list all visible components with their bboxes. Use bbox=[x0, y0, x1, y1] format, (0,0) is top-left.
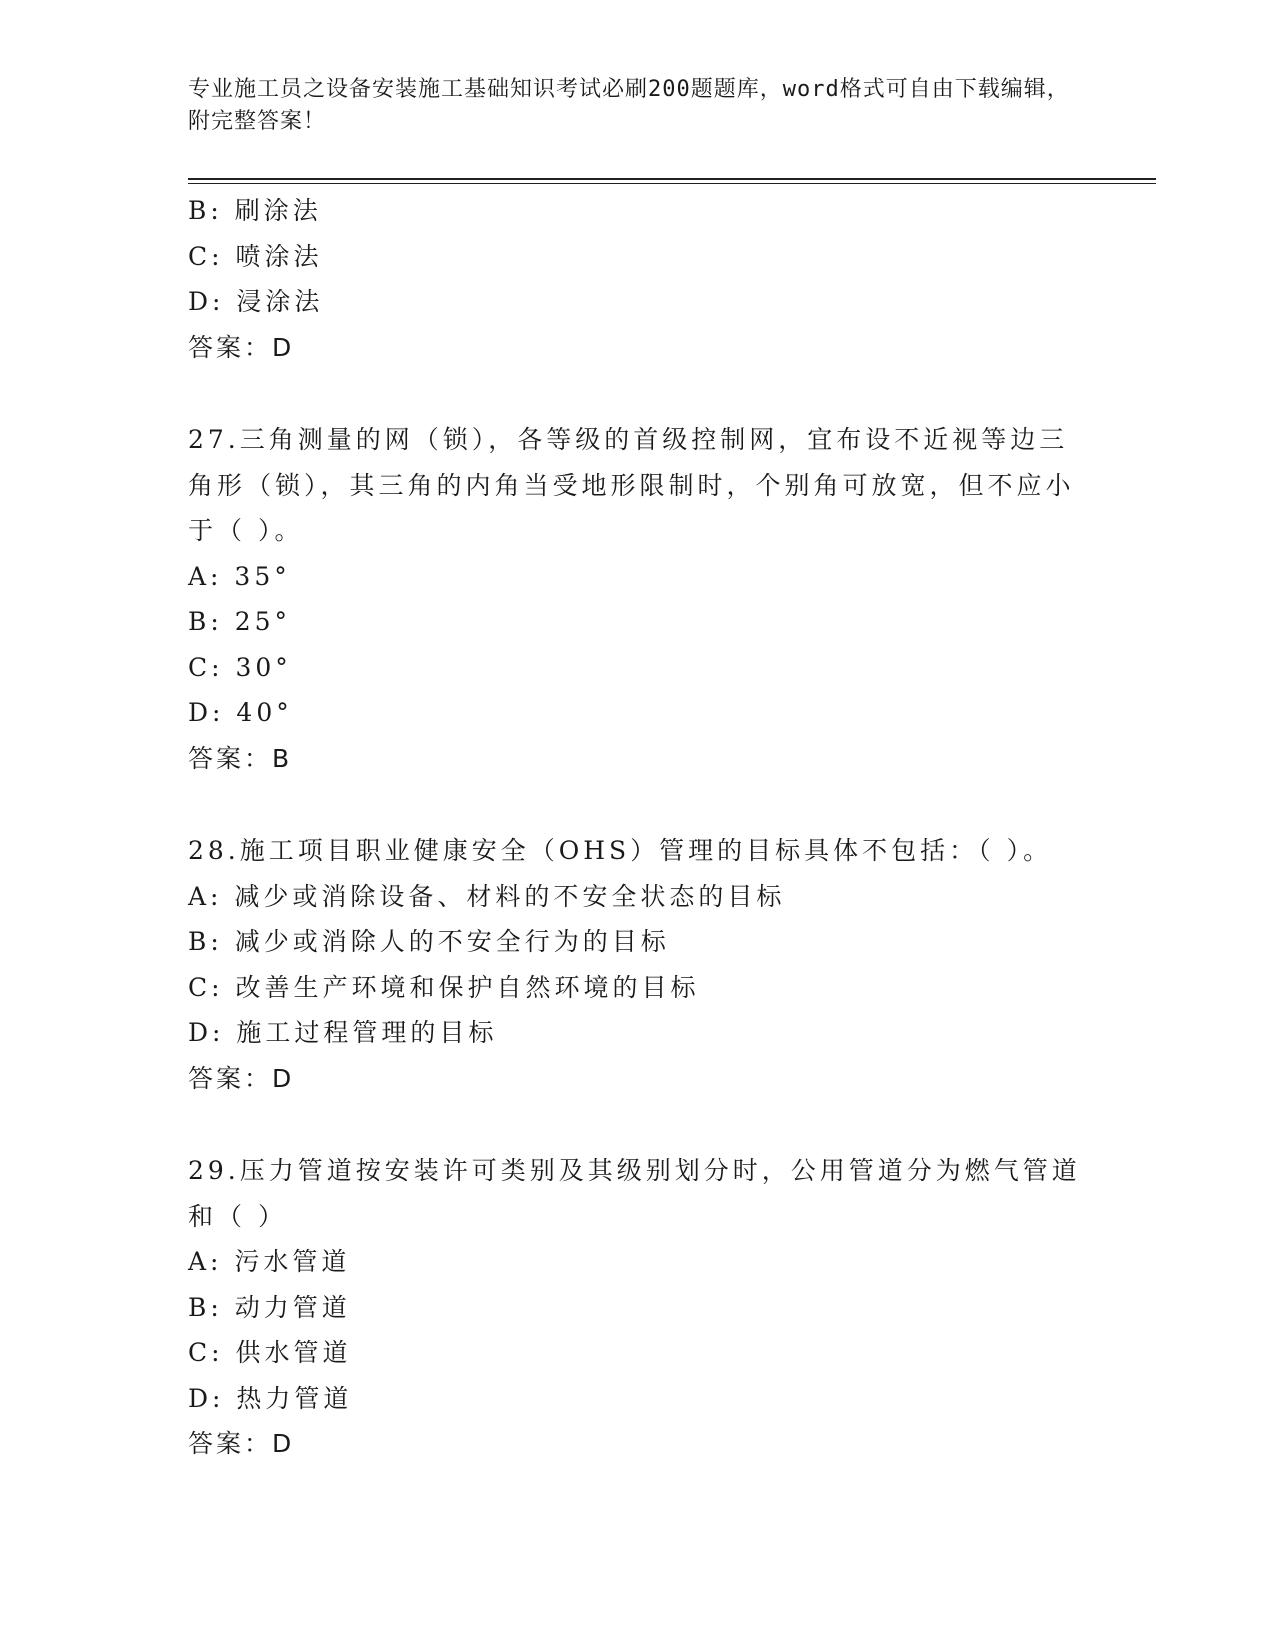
question-text: 27.三角测量的网（锁），各等级的首级控制网，宜布设不近视等边三角形（锁），其三角的内角当受地形限制时，个别角可放宽，但不应小于（ ）。 bbox=[188, 425, 1075, 545]
answer: 答案：D bbox=[188, 332, 295, 362]
document-body bbox=[188, 188, 1088, 1467]
option-c: C: 改善生产环境和保护自然环境的目标 bbox=[188, 972, 700, 1002]
question-26-remainder bbox=[188, 188, 1088, 370]
option-a: A: 污水管道 bbox=[188, 1247, 351, 1276]
option-d: D: 施工过程管理的目标 bbox=[188, 1018, 498, 1047]
question-text: 28.施工项目职业健康安全（OHS）管理的目标具体不包括：（ ）。 bbox=[188, 836, 1053, 865]
option-b: B: 减少或消除人的不安全行为的目标 bbox=[188, 927, 670, 956]
question-text: 29.压力管道按安装许可类别及其级别划分时，公用管道分为燃气管道和（ ） bbox=[188, 1156, 1081, 1231]
answer: 答案：D bbox=[188, 1063, 295, 1093]
option-a: A: 减少或消除设备、材料的不安全状态的目标 bbox=[188, 881, 786, 911]
option-b: B: 动力管道 bbox=[188, 1292, 351, 1322]
option-d: D: 热力管道 bbox=[188, 1383, 353, 1413]
answer: 答案：D bbox=[188, 1429, 295, 1458]
option-a: A: 35° bbox=[188, 561, 291, 591]
option-d: D: 浸涂法 bbox=[188, 287, 324, 316]
question-28 bbox=[188, 828, 1088, 1101]
document-header: 专业施工员之设备安装施工基础知识考试必刷200题题库，word格式可自由下载编辑，附完整答案！ bbox=[188, 77, 1070, 134]
option-b: B: 刷涂法 bbox=[188, 196, 322, 225]
header-divider-thin bbox=[188, 183, 1156, 184]
question-29 bbox=[188, 1148, 1088, 1467]
question-27 bbox=[188, 417, 1088, 781]
answer: 答案：B bbox=[188, 743, 293, 773]
option-b: B: 25° bbox=[188, 607, 292, 636]
option-c: C: 30° bbox=[188, 652, 292, 682]
option-d: D: 40° bbox=[188, 698, 293, 727]
header-divider-thick bbox=[188, 178, 1156, 180]
option-c: C: 喷涂法 bbox=[188, 241, 323, 271]
option-c: C: 供水管道 bbox=[188, 1338, 352, 1367]
